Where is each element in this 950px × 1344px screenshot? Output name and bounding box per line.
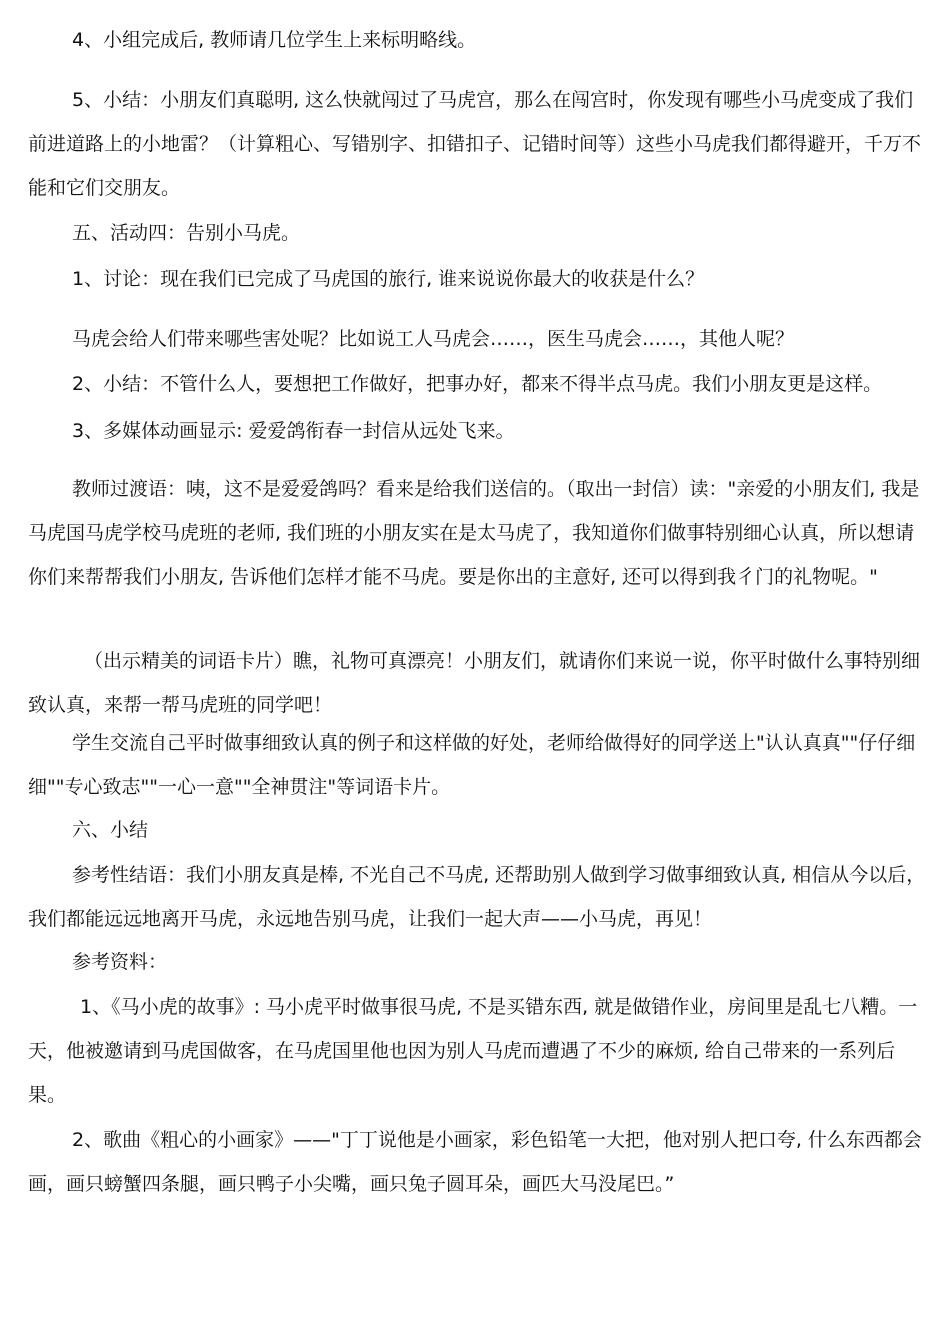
paragraph-summary-5: 5、小结：小朋友们真聪明, 这么快就闯过了马虎宫，那么在闯宫时，你发现有哪些小马虎变成了我们前进道路上的小地雷？（计算粗心、写错别字、扣错扣子、记错时间等）这些小马虎我们都得避开，千万不能和它们交朋友。 [28, 89, 922, 199]
paragraph-reference-1: 1、《马小虎的故事》: 马小虎平时做事很马虎, 不是买错东西, 就是做错作业，房间里是乱七八糟。一天，他被邀请到马虎国做客，在马虎国里他也因为别人马虎而遭遇了不少的麻烦, 给自己带来的一系列后果。 [28, 996, 918, 1106]
paragraph-student-exchange: 学生交流自己平时做事细致认真的例子和这样做的好处，老师给做得好的同学送上"认认真真""仔仔细细""专心致志""一心一意""全神贯注"等词语卡片。 [28, 732, 916, 798]
section-heading-summary-6: 六、小结 [72, 819, 149, 841]
paragraph-reference-2: 2、歌曲《粗心的小画家》——"丁丁说他是小画家，彩色铅笔一大把，他对别人把口夸, 什么东西都会画，画只螃蟹四条腿，画只鸭子小尖嘴，画只兔子圆耳朵，画匹大马没尾巴。” [28, 1129, 922, 1195]
paragraph-discussion-1: 1、讨论：现在我们已完成了马虎国的旅行, 谁来说说你最大的收获是什么？ [72, 268, 705, 290]
paragraph-multimedia-3: 3、多媒体动画显示: 爱爱鸽衔春一封信从远处飞来。 [72, 420, 515, 442]
paragraph-word-cards: （出示精美的词语卡片）瞧，礼物可真漂亮！小朋友们，就请你们来说一说，你平时做什么事特别细致认真，来帮一帮马虎班的同学吧！ [28, 650, 921, 716]
paragraph-closing-remarks: 参考性结语：我们小朋友真是棒, 不光自己不马虎, 还帮助别人做到学习做事细致认真, 相信从今以后，我们都能远远地离开马虎，永远地告别马虎，让我们一起大声——小马虎，再见！ [28, 864, 926, 930]
section-heading-activity-4: 五、活动四：告别小马虎。 [72, 222, 301, 244]
paragraph-summary-2: 2、小结：不管什么人，要想把工作做好，把事办好，都来不得半点马虎。我们小朋友更是这样。 [72, 373, 883, 395]
paragraph-harm-question: 马虎会给人们带来哪些害处呢？比如说工人马虎会……，医生马虎会……，其他人呢？ [72, 328, 795, 350]
paragraph-teacher-transition: 教师过渡语：咦，这不是爱爱鸽吗？看来是给我们送信的。（取出一封信）读："亲爱的小朋友们, 我是马虎国马虎学校马虎班的老师, 我们班的小朋友实在是太马虎了，我知道你们做事特别细心认真，所以想请你们来帮帮我们小朋友, 告诉他们怎样才能不马虎。要是你出的主意好, 还可以得到我彳门的礼物呢。" [28, 478, 920, 588]
paragraph-step-4: 4、小组完成后, 教师请几位学生上来标明略线。 [72, 29, 477, 51]
section-heading-references: 参考资料： [72, 951, 168, 973]
